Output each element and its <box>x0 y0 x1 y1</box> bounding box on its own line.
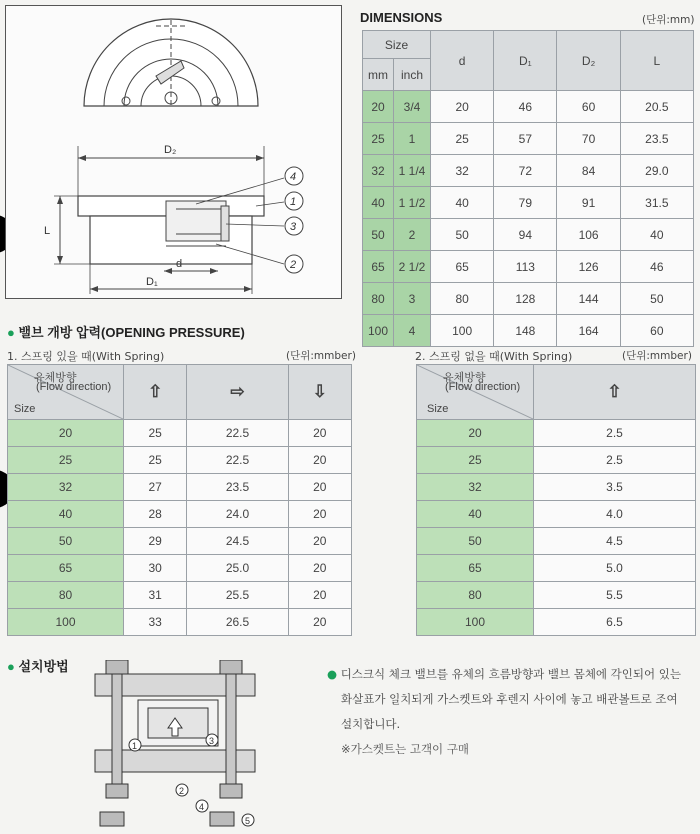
dim-inch-cell: 1 1/2 <box>394 187 431 219</box>
flow-down-cell: 20 <box>288 528 351 555</box>
dim-d-cell: 50 <box>431 219 494 251</box>
dim-inch-cell: 1 1/4 <box>394 155 431 187</box>
dim-mm-cell: 65 <box>363 251 394 283</box>
flow-up-cell: 27 <box>124 474 187 501</box>
install-callout-2: 2 <box>179 786 185 796</box>
dim-l-cell: 50 <box>620 283 693 315</box>
flow-down-arrow-icon: ⇩ <box>288 365 351 420</box>
dimensions-title: DIMENSIONS <box>360 10 443 25</box>
dim-inch-cell: 2 <box>394 219 431 251</box>
dim-mm-cell: 100 <box>363 315 394 347</box>
flow-up-arrow-icon: ⇧ <box>124 365 187 420</box>
flow-up-arrow-icon: ⇧ <box>534 365 696 420</box>
size-header: Size <box>363 31 431 59</box>
dim-mm-cell: 32 <box>363 155 394 187</box>
flow-side-cell: 26.5 <box>187 609 288 636</box>
d2-label: D₂ <box>164 144 177 156</box>
without-spring-row <box>417 609 696 636</box>
mm-header: mm <box>363 59 394 91</box>
without-spring-row <box>417 528 696 555</box>
dim-l-cell: 29.0 <box>620 155 693 187</box>
size-cell: 50 <box>417 528 534 555</box>
callout-3: 3 <box>290 221 297 233</box>
install-callout-1: 1 <box>132 741 138 751</box>
without-spring-row <box>417 474 696 501</box>
flow-side-cell: 25.5 <box>187 582 288 609</box>
dim-d1-cell: 128 <box>494 283 557 315</box>
dimensions-table <box>362 30 694 347</box>
valve-drawing-panel <box>5 5 342 299</box>
opening-pressure-title-text: 밸브 개방 압력(OPENING PRESSURE) <box>18 325 245 340</box>
flow-up-cell: 6.5 <box>534 609 696 636</box>
without-spring-row <box>417 501 696 528</box>
dimensions-row <box>363 187 694 219</box>
l-label: L <box>44 225 51 237</box>
flow-header-ko: 유체방향 <box>34 372 77 384</box>
dim-d-cell: 32 <box>431 155 494 187</box>
with-spring-unit: (단위:mmber) <box>286 350 356 362</box>
flow-header-en: (Flow direction) <box>445 381 521 393</box>
install-callout-3: 3 <box>209 736 215 746</box>
with-spring-title: 1. 스프링 있을 때(With Spring) <box>7 350 165 363</box>
dim-d2-cell: 60 <box>557 91 620 123</box>
callout-2: 2 <box>290 259 297 271</box>
size-cell: 40 <box>8 501 124 528</box>
flow-up-cell: 5.5 <box>534 582 696 609</box>
with-spring-row <box>8 501 352 528</box>
without-spring-row <box>417 555 696 582</box>
install-callout-5: 5 <box>245 816 251 826</box>
flow-right-arrow-icon: ⇨ <box>187 365 288 420</box>
dimensions-row <box>363 219 694 251</box>
dim-d-cell: 100 <box>431 315 494 347</box>
callout-4: 4 <box>290 171 297 183</box>
install-line-1 <box>327 662 695 687</box>
dim-d-cell: 65 <box>431 251 494 283</box>
flow-up-cell: 3.5 <box>534 474 696 501</box>
d1-label: D₁ <box>146 276 158 288</box>
dim-l-cell: 20.5 <box>620 91 693 123</box>
with-spring-row <box>8 447 352 474</box>
size-cell: 32 <box>8 474 124 501</box>
dim-mm-cell: 40 <box>363 187 394 219</box>
flow-side-cell: 24.5 <box>187 528 288 555</box>
bullet-icon: ● <box>327 667 338 681</box>
dimensions-row <box>363 283 694 315</box>
dim-d1-cell: 148 <box>494 315 557 347</box>
dim-d2-cell: 164 <box>557 315 620 347</box>
dim-inch-cell: 1 <box>394 123 431 155</box>
dim-l-cell: 31.5 <box>620 187 693 219</box>
dim-d2-cell: 144 <box>557 283 620 315</box>
dim-mm-cell: 80 <box>363 283 394 315</box>
dimensions-row <box>363 91 694 123</box>
col-d2-header: D₂ <box>557 31 620 91</box>
col-d1-header: D₁ <box>494 31 557 91</box>
install-line-1-text: 디스크식 체크 밸브를 유체의 흐름방향과 밸브 몸체에 각인되어 있는 <box>340 667 681 681</box>
dim-l-cell: 40 <box>620 219 693 251</box>
flow-up-cell: 29 <box>124 528 187 555</box>
flow-down-cell: 20 <box>288 609 351 636</box>
with-spring-row <box>8 528 352 555</box>
with-spring-row <box>8 582 352 609</box>
dim-inch-cell: 3 <box>394 283 431 315</box>
with-spring-row <box>8 420 352 447</box>
size-cell: 32 <box>417 474 534 501</box>
dim-inch-cell: 2 1/2 <box>394 251 431 283</box>
install-note: ※가스켓트는 고객이 구매 <box>341 742 470 756</box>
flow-size-header <box>417 365 534 420</box>
flow-side-cell: 24.0 <box>187 501 288 528</box>
install-line-3: 설치합니다. <box>341 717 401 731</box>
dim-l-cell: 60 <box>620 315 693 347</box>
without-spring-row <box>417 420 696 447</box>
install-line-2: 화살표가 일치되게 가스켓트와 후렌지 사이에 놓고 배관볼트로 조여 <box>341 692 678 706</box>
col-d-header: d <box>431 31 494 91</box>
with-spring-row <box>8 474 352 501</box>
size-cell: 80 <box>417 582 534 609</box>
dim-d1-cell: 94 <box>494 219 557 251</box>
inch-header: inch <box>394 59 431 91</box>
without-spring-unit: (단위:mmber) <box>622 350 692 362</box>
dim-d-cell: 25 <box>431 123 494 155</box>
flow-up-cell: 25 <box>124 447 187 474</box>
size-cell: 80 <box>8 582 124 609</box>
flow-down-cell: 20 <box>288 555 351 582</box>
flow-header-ko: 유체방향 <box>443 372 486 384</box>
dim-d1-cell: 79 <box>494 187 557 219</box>
install-title <box>7 656 69 675</box>
size-cell: 100 <box>417 609 534 636</box>
dim-d2-cell: 70 <box>557 123 620 155</box>
install-callout-4: 4 <box>199 802 205 812</box>
without-spring-table <box>416 364 696 636</box>
size-cell: 65 <box>417 555 534 582</box>
install-instructions <box>327 662 695 762</box>
dim-d2-cell: 91 <box>557 187 620 219</box>
dim-l-cell: 23.5 <box>620 123 693 155</box>
dim-d-cell: 20 <box>431 91 494 123</box>
col-l-header: L <box>620 31 693 91</box>
without-spring-row <box>417 447 696 474</box>
size-header: Size <box>14 403 36 415</box>
size-cell: 20 <box>417 420 534 447</box>
with-spring-row <box>8 555 352 582</box>
dim-d1-cell: 113 <box>494 251 557 283</box>
flow-up-cell: 28 <box>124 501 187 528</box>
flow-down-cell: 20 <box>288 420 351 447</box>
flow-side-cell: 25.0 <box>187 555 288 582</box>
dim-inch-cell: 3/4 <box>394 91 431 123</box>
install-drawing-panel <box>90 660 270 830</box>
flow-down-cell: 20 <box>288 474 351 501</box>
flow-header-en: (Flow direction) <box>36 381 112 393</box>
flow-up-cell: 5.0 <box>534 555 696 582</box>
dim-mm-cell: 50 <box>363 219 394 251</box>
flow-size-header <box>8 365 124 420</box>
dim-d2-cell: 84 <box>557 155 620 187</box>
flow-down-cell: 20 <box>288 501 351 528</box>
flow-up-cell: 25 <box>124 420 187 447</box>
flow-side-cell: 23.5 <box>187 474 288 501</box>
dim-d2-cell: 126 <box>557 251 620 283</box>
dim-d-cell: 80 <box>431 283 494 315</box>
with-spring-row <box>8 609 352 636</box>
dim-l-cell: 46 <box>620 251 693 283</box>
dim-d1-cell: 72 <box>494 155 557 187</box>
size-cell: 25 <box>8 447 124 474</box>
size-header: Size <box>427 403 449 415</box>
size-cell: 65 <box>8 555 124 582</box>
size-cell: 50 <box>8 528 124 555</box>
without-spring-row <box>417 582 696 609</box>
dim-inch-cell: 4 <box>394 315 431 347</box>
opening-pressure-title <box>7 322 245 341</box>
flow-up-cell: 30 <box>124 555 187 582</box>
dimensions-row <box>363 315 694 347</box>
flow-up-cell: 4.0 <box>534 501 696 528</box>
dim-d2-cell: 106 <box>557 219 620 251</box>
flow-up-cell: 33 <box>124 609 187 636</box>
bullet-icon: ● <box>7 659 15 674</box>
size-cell: 100 <box>8 609 124 636</box>
dimensions-row <box>363 123 694 155</box>
size-cell: 40 <box>417 501 534 528</box>
valve-drawing <box>6 6 341 298</box>
flow-down-cell: 20 <box>288 447 351 474</box>
size-cell: 25 <box>417 447 534 474</box>
callout-1: 1 <box>290 196 297 208</box>
dim-mm-cell: 20 <box>363 91 394 123</box>
dim-mm-cell: 25 <box>363 123 394 155</box>
flow-up-cell: 4.5 <box>534 528 696 555</box>
dimensions-row <box>363 251 694 283</box>
dim-d-cell: 40 <box>431 187 494 219</box>
flow-down-cell: 20 <box>288 582 351 609</box>
dim-d1-cell: 46 <box>494 91 557 123</box>
flow-side-cell: 22.5 <box>187 420 288 447</box>
dimensions-row <box>363 155 694 187</box>
dimensions-unit: (단위:mm) <box>642 14 695 26</box>
flow-side-cell: 22.5 <box>187 447 288 474</box>
flow-up-cell: 2.5 <box>534 447 696 474</box>
flow-up-cell: 2.5 <box>534 420 696 447</box>
bullet-icon: ● <box>7 325 15 340</box>
flow-up-cell: 31 <box>124 582 187 609</box>
size-cell: 20 <box>8 420 124 447</box>
install-drawing <box>90 660 270 830</box>
with-spring-table <box>7 364 352 636</box>
d-label: d <box>176 258 183 270</box>
install-title-text: 설치방법 <box>18 659 69 674</box>
without-spring-title: 2. 스프링 없을 때(With Spring) <box>415 350 573 363</box>
dim-d1-cell: 57 <box>494 123 557 155</box>
